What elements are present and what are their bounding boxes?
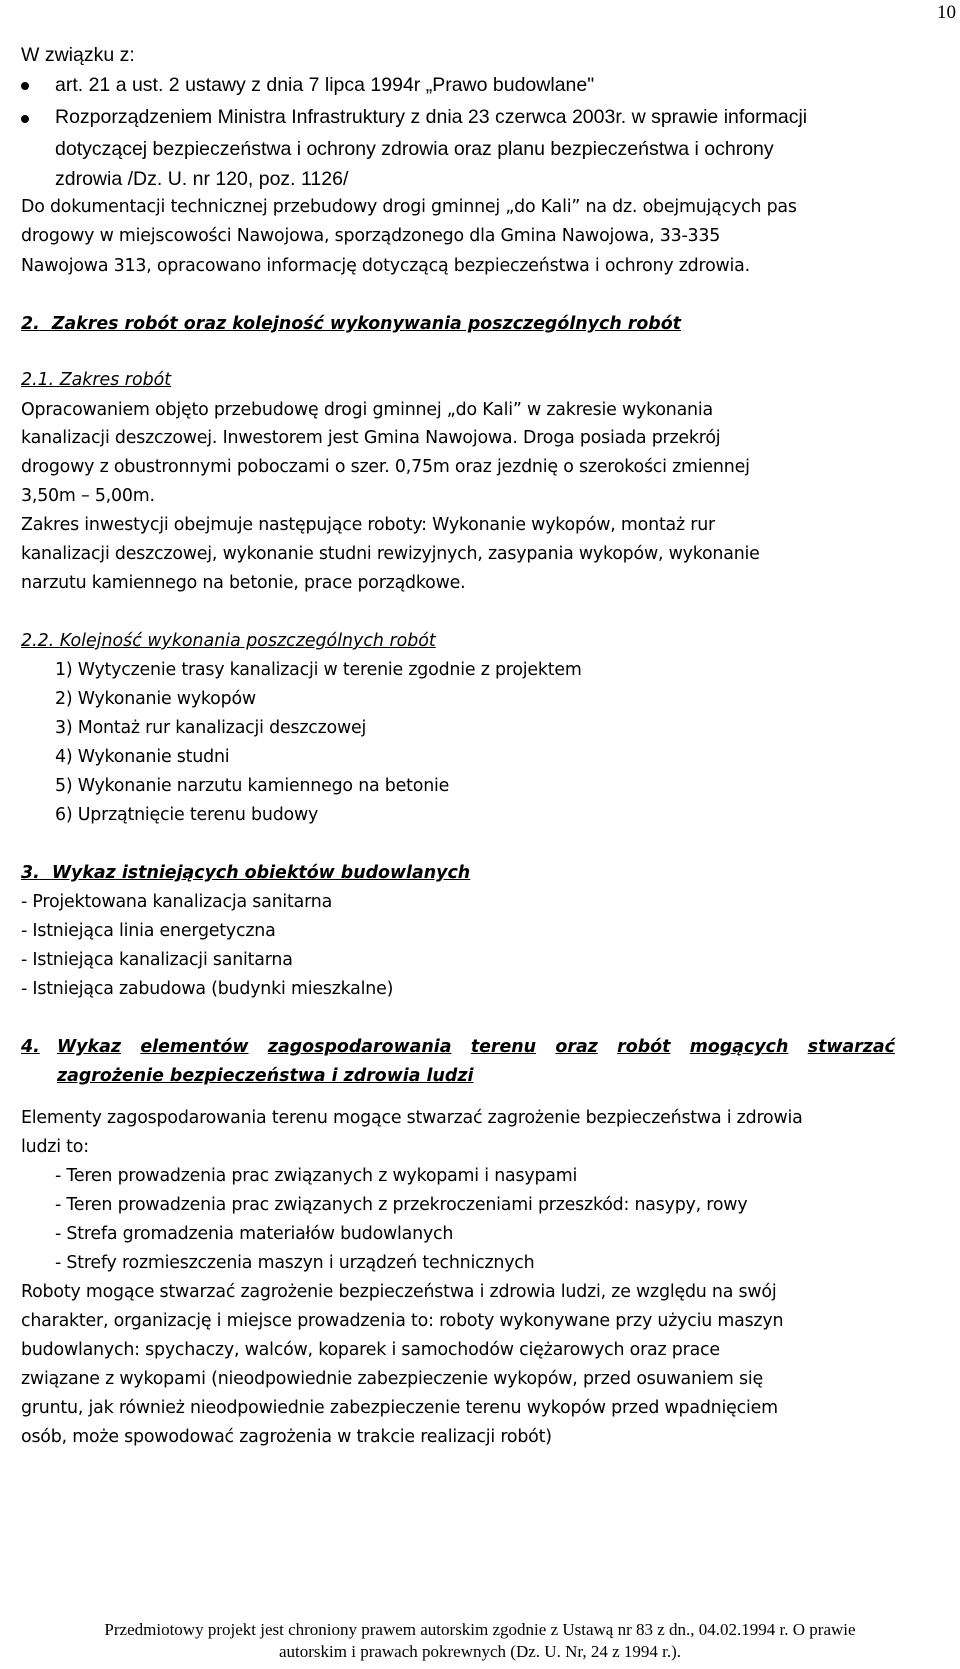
bullet-item: art. 21 a ust. 2 ustawy z dnia 7 lipca 1994r „Prawo budowlane" bbox=[55, 74, 595, 96]
bullet-dot bbox=[21, 115, 29, 123]
paragraph-line: gruntu, jak również nieodpowiednie zabezpieczenie terenu wykopów przed wpadnięciem bbox=[21, 1398, 778, 1418]
list-item: - Strefa gromadzenia materiałów budowlanych bbox=[55, 1224, 454, 1244]
paragraph-line: Do dokumentacji technicznej przebudowy drogi gminnej „do Kali” na dz. obejmujących pas bbox=[21, 197, 797, 217]
list-item: 4) Wykonanie studni bbox=[55, 747, 230, 767]
list-item: - Istniejąca kanalizacji sanitarna bbox=[21, 950, 293, 970]
bullet-dot bbox=[21, 82, 29, 90]
heading-word: stwarzać bbox=[807, 1037, 895, 1057]
list-item: - Istniejąca linia energetyczna bbox=[21, 921, 276, 941]
paragraph-line: kanalizacji deszczowej, wykonanie studni rewizyjnych, zasypania wykopów, wykonanie bbox=[21, 544, 760, 564]
paragraph-line: Zakres inwestycji obejmuje następujące roboty: Wykonanie wykopów, montaż rur bbox=[21, 515, 715, 535]
paragraph-line: kanalizacji deszczowej. Inwestorem jest Gmina Nawojowa. Droga posiada przekrój bbox=[21, 428, 721, 448]
section-2-1-heading bbox=[21, 370, 171, 390]
paragraph-line: drogowy w miejscowości Nawojowa, sporządzonego dla Gmina Nawojowa, 33-335 bbox=[21, 226, 721, 246]
paragraph-line: budowlanych: spychaczy, walców, koparek i samochodów ciężarowych oraz prace bbox=[21, 1340, 720, 1360]
footer-copyright bbox=[0, 1619, 960, 1663]
footer-line: autorskim i prawach pokrewnych (Dz. U. Nr, 24 z 1994 r.). bbox=[278, 1642, 681, 1661]
list-item: 2) Wykonanie wykopów bbox=[55, 689, 256, 709]
heading-word: elementów bbox=[140, 1037, 249, 1057]
list-item: 3) Montaż rur kanalizacji deszczowej bbox=[55, 718, 367, 738]
list-item: - Strefy rozmieszczenia maszyn i urządzeń technicznych bbox=[55, 1253, 535, 1273]
bullet-item-continuation: dotyczącej bezpieczeństwa i ochrony zdrowia oraz planu bezpieczeństwa i ochrony bbox=[55, 138, 774, 160]
section-number: 2.2. bbox=[21, 631, 55, 651]
paragraph-line: związane z wykopami (nieodpowiednie zabezpieczenie wykopów, przed osuwaniem się bbox=[21, 1369, 763, 1389]
section-4-heading-line2: zagrożenie bezpieczeństwa i zdrowia ludzi bbox=[57, 1066, 474, 1086]
paragraph-line: charakter, organizację i miejsce prowadzenia to: roboty wykonywane przy użyciu maszyn bbox=[21, 1311, 784, 1331]
section-number: 2. bbox=[21, 314, 40, 334]
section-3-heading bbox=[21, 863, 470, 883]
list-item: 1) Wytyczenie trasy kanalizacji w terenie zgodnie z projektem bbox=[55, 660, 582, 680]
heading-word: robót bbox=[617, 1037, 671, 1057]
bullet-item-continuation: zdrowia /Dz. U. nr 120, poz. 1126/ bbox=[55, 168, 349, 190]
section-2-heading bbox=[21, 314, 681, 334]
paragraph-line: drogowy z obustronnymi poboczami o szer. 0,75m oraz jezdnię o szerokości zmiennej bbox=[21, 457, 750, 477]
heading-word: Wykaz bbox=[57, 1037, 121, 1057]
section-title: Zakres robót bbox=[59, 370, 172, 390]
list-item: - Istniejąca zabudowa (budynki mieszkalne) bbox=[21, 979, 394, 999]
footer-line: Przedmiotowy projekt jest chroniony prawem autorskim zgodnie z Ustawą nr 83 z dn., 04.02.1994 r. O prawie bbox=[104, 1620, 856, 1639]
section-title: Wykaz istniejących obiektów budowlanych bbox=[51, 863, 471, 883]
list-item: 6) Uprzątnięcie terenu budowy bbox=[55, 805, 319, 825]
page-number: 10 bbox=[937, 2, 956, 23]
heading-word: zagospodarowania bbox=[267, 1037, 452, 1057]
list-item: - Teren prowadzenia prac związanych z przekroczeniami przeszkód: nasypy, rowy bbox=[55, 1195, 748, 1215]
paragraph-line: Roboty mogące stwarzać zagrożenie bezpieczeństwa i zdrowia ludzi, ze względu na swój bbox=[21, 1282, 777, 1302]
paragraph-line: 3,50m – 5,00m. bbox=[21, 486, 155, 506]
heading-word: oraz bbox=[555, 1037, 598, 1057]
heading-word: mogących bbox=[689, 1037, 789, 1057]
section-4-heading bbox=[57, 1037, 895, 1057]
section-number: 3. bbox=[21, 863, 40, 883]
list-item: - Projektowana kanalizacja sanitarna bbox=[21, 892, 333, 912]
section-title: Zakres robót oraz kolejność wykonywania poszczególnych robót bbox=[51, 314, 681, 334]
paragraph-line: Opracowaniem objęto przebudowę drogi gminnej „do Kali” w zakresie wykonania bbox=[21, 400, 713, 420]
paragraph-line: ludzi to: bbox=[21, 1137, 89, 1157]
paragraph-line: Nawojowa 313, opracowano informację dotyczącą bezpieczeństwa i ochrony zdrowia. bbox=[21, 256, 750, 276]
section-title: Kolejność wykonania poszczególnych robót bbox=[59, 631, 436, 651]
section-2-2-heading bbox=[21, 631, 436, 651]
paragraph-line: narzutu kamiennego na betonie, prace porządkowe. bbox=[21, 573, 466, 593]
paragraph-line: Elementy zagospodarowania terenu mogące stwarzać zagrożenie bezpieczeństwa i zdrowia bbox=[21, 1108, 803, 1128]
heading-word: terenu bbox=[470, 1037, 537, 1057]
section-number: 2.1. bbox=[21, 370, 55, 390]
intro-text: W związku z: bbox=[21, 44, 135, 66]
section-number: 4. bbox=[21, 1037, 40, 1057]
list-item: - Teren prowadzenia prac związanych z wykopami i nasypami bbox=[55, 1166, 578, 1186]
paragraph-line: osób, może spowodować zagrożenia w trakcie realizacji robót) bbox=[21, 1427, 552, 1447]
list-item: 5) Wykonanie narzutu kamiennego na betonie bbox=[55, 776, 450, 796]
bullet-item: Rozporządzeniem Ministra Infrastruktury z dnia 23 czerwca 2003r. w sprawie informacji bbox=[55, 106, 808, 128]
